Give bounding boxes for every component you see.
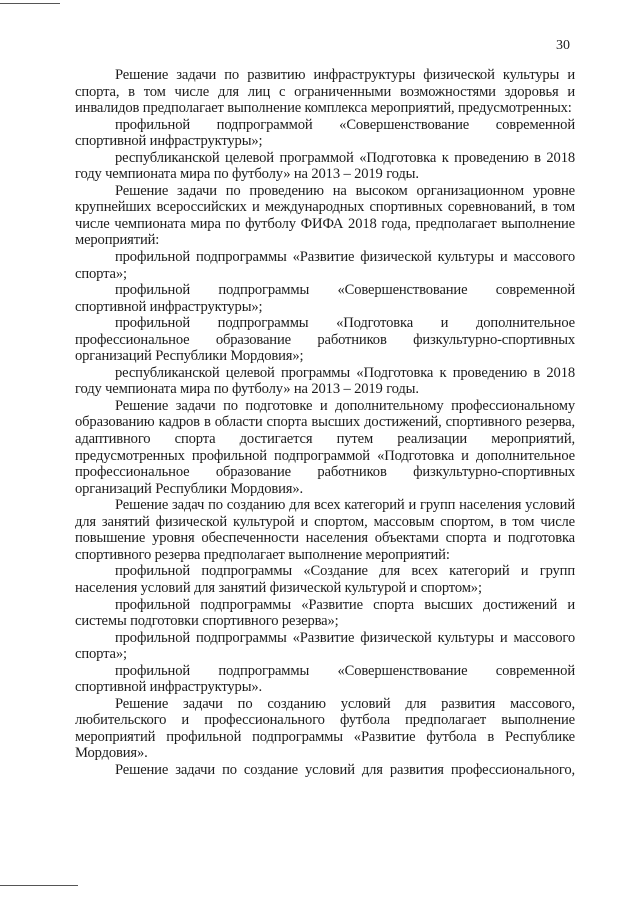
- scan-artifact-top: [0, 3, 60, 4]
- paragraph-personnel-training: Решение задачи по подготовке и дополнительному профессиональному образованию кадров в области спорта высших достижений, спортивного резерва, адаптивного спорта достигается путем реализации мероприятий, предусмотренных профильной подпрограммой «Подготовка и дополнительное профессиональное образование работников физкультурно-спортивных организаций Республики Мордовия».: [75, 397, 575, 497]
- paragraph-worldcup-program-2: республиканской целевой программы «Подготовка к проведению в 2018 году чемпионата мира по футболу» на 2013 – 2019 годы.: [75, 364, 575, 398]
- document-body: [75, 67, 575, 779]
- paragraph-high-achievement-subprogram: профильной подпрограммы «Развитие спорта высших достижений и системы подготовки спортивного резерва»;: [75, 596, 575, 630]
- paragraph-mass-sport-subprogram: профильной подпрограммы «Развитие физической культуры и массового спорта»;: [75, 249, 575, 282]
- paragraph-all-categories-subprogram: профильной подпрограммы «Создание для всех категорий и групп населения условий для занятий физической культурой и спортом»;: [75, 563, 575, 596]
- paragraph-competitions-intro: Решение задачи по проведению на высоком организационном уровне крупнейших всероссийских и международных спортивных соревнований, в том числе чемпионата мира по футболу ФИФА 2018 года, предполагает выполнение мероприятий:: [75, 182, 575, 249]
- paragraph-worldcup-program: республиканской целевой программой «Подготовка к проведению в 2018 году чемпионата мира по футболу» на 2013 – 2019 годы.: [75, 149, 575, 183]
- paragraph-infrastructure-subprogram-3: профильной подпрограммы «Совершенствование современной спортивной инфраструктуры».: [75, 662, 575, 696]
- paragraph-infrastructure-subprogram-2: профильной подпрограммы «Совершенствование современной спортивной инфраструктуры»;: [75, 282, 575, 315]
- paragraph-infrastructure-intro: Решение задачи по развитию инфраструктуры физической культуры и спорта, в том числе для лиц с ограниченными возможностями здоровья и инвалидов предполагает выполнение комплекса мероприятий, предусмотренных:: [75, 67, 575, 117]
- paragraph-infrastructure-subprogram: профильной подпрограммой «Совершенствование современной спортивной инфраструктуры»;: [75, 116, 575, 150]
- paragraph-football-development: Решение задачи по созданию условий для развития массового, любительского и профессионального футбола предполагает выполнение мероприятий профильной подпрограммы «Развитие футбола в Республике Мордовия».: [75, 695, 575, 762]
- paragraph-mass-sport-subprogram-2: профильной подпрограммы «Развитие физической культуры и массового спорта»;: [75, 629, 575, 663]
- paragraph-professional-sport: Решение задачи по создание условий для развития профессионального,: [115, 761, 575, 778]
- page-number: 30: [556, 38, 570, 53]
- paragraph-population-conditions: Решение задач по созданию для всех категорий и групп населения условий для занятий физической культурой и спортом, массовым спортом, в том числе повышение уровня обеспеченности населения объектами спорта и подготовка спортивного резерва предполагает выполнение мероприятий:: [75, 497, 575, 563]
- paragraph-training-subprogram: профильной подпрограммы «Подготовка и дополнительное профессиональное образование работников физкультурно-спортивных организаций Республики Мордовия»;: [75, 315, 575, 365]
- scan-artifact-bottom: [0, 885, 78, 886]
